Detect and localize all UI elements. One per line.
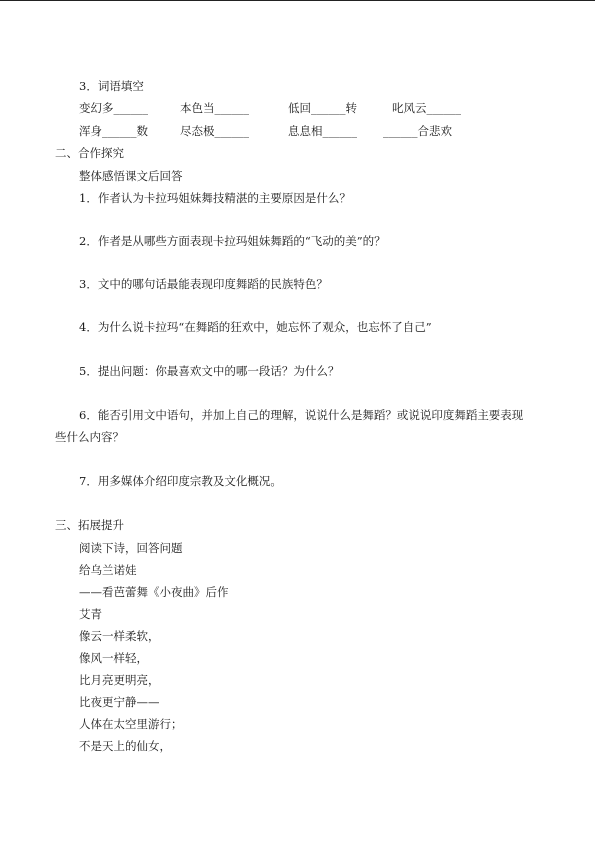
poem-subtitle: ——看芭蕾舞《小夜曲》后作	[79, 585, 229, 599]
question-5: 5．提出问题：你最喜欢文中的哪一段话？为什么？	[79, 364, 340, 378]
question-2: 2．作者是从哪些方面表现卡拉玛姐妹舞蹈的“飞动的美”的？	[79, 234, 386, 248]
fill-blank-item: ______合悲欢	[383, 124, 452, 138]
poem-line: 人体在太空里游行；	[79, 717, 183, 731]
poem-line: 像风一样轻，	[79, 651, 148, 665]
section-2-heading: 二、合作探究	[55, 146, 124, 160]
poem-line: 不是天上的仙女，	[79, 739, 171, 753]
question-3-title: 3．词语填空	[79, 79, 144, 93]
poem-author: 艾青	[79, 607, 102, 621]
poem-title: 给乌兰诺娃	[79, 563, 137, 577]
question-3: 3．文中的哪句话最能表现印度舞蹈的民族特色？	[79, 277, 328, 291]
poem-line: 比夜更宁静——	[79, 695, 160, 709]
section-2-intro: 整体感悟课文后回答	[79, 169, 183, 183]
question-1: 1．作者认为卡拉玛姐妹舞技精湛的主要原因是什么？	[79, 191, 351, 205]
section-3-heading: 三、拓展提升	[55, 518, 124, 532]
top-rule	[0, 0, 595, 1]
fill-blank-item: 变幻多______	[79, 101, 148, 115]
question-6-line-1: 6．能否引用文中语句，并加上自己的理解，说说什么是舞蹈？或说说印度舞蹈主要表现	[79, 408, 524, 422]
fill-blank-item: 本色当______	[180, 101, 249, 115]
section-3-intro: 阅读下诗，回答问题	[79, 541, 183, 555]
question-7: 7．用多媒体介绍印度宗教及文化概况。	[79, 474, 282, 488]
fill-blank-item: 息息相______	[288, 124, 357, 138]
question-6-line-2: 些什么内容？	[55, 430, 124, 444]
question-4: 4．为什么说卡拉玛“在舞蹈的狂欢中，她忘怀了观众，也忘怀了自己”	[79, 320, 432, 334]
fill-blank-item: 低回______转	[288, 101, 357, 115]
fill-blank-item: 叱风云______	[392, 101, 461, 115]
poem-line: 像云一样柔软，	[79, 629, 160, 643]
fill-blank-item: 尽态极______	[180, 124, 249, 138]
fill-blank-item: 浑身______数	[79, 124, 148, 138]
poem-line: 比月亮更明亮，	[79, 673, 160, 687]
